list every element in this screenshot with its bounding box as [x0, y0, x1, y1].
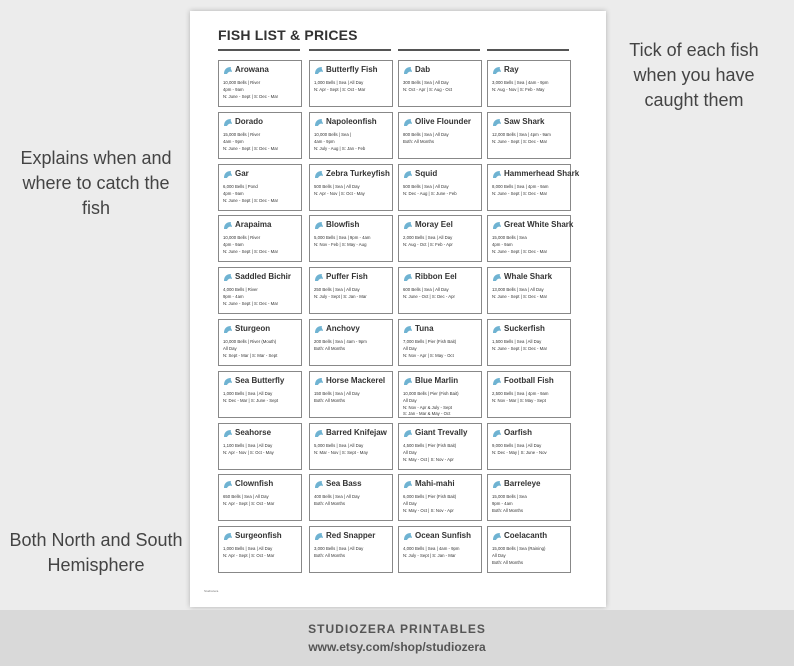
fish-detail: 5,000 Bells | Sea | 9pm - 4am	[314, 235, 371, 241]
fish-name: Arowana	[235, 65, 269, 74]
fish-detail: 3,000 Bells | Sea | All Day	[314, 546, 364, 552]
fish-icon	[223, 325, 233, 334]
fish-detail: 10,000 Bells | Sea |	[314, 131, 352, 137]
fish-card[interactable]	[218, 423, 302, 470]
fish-icon	[223, 66, 233, 75]
fish-card[interactable]	[218, 319, 302, 366]
fish-name: Olive Flounder	[415, 116, 472, 126]
fish-detail: All Day	[403, 397, 417, 403]
fish-detail: Both: All Months	[492, 560, 524, 566]
fish-detail: N: June - Sept | S: Dec - Mar	[492, 190, 548, 196]
fish-name: Moray Eel	[415, 220, 453, 230]
fish-card[interactable]	[487, 164, 580, 211]
fish-card[interactable]	[398, 474, 482, 521]
fish-icon	[314, 170, 324, 179]
fish-detail: 8,000 Bells | Sea | 4pm - 9am	[492, 183, 549, 189]
fish-card[interactable]	[398, 319, 482, 366]
fish-card[interactable]	[218, 474, 302, 521]
fish-detail: N: Apr - Sept | S: Oct - Mar	[314, 87, 366, 92]
fish-card[interactable]	[487, 423, 571, 470]
fish-detail: N: June - Sept | S: Dec - Mar	[223, 94, 279, 99]
fish-card[interactable]	[487, 371, 571, 418]
fish-name: Squid	[415, 168, 438, 178]
fish-detail: 10,000 Bells | River (Mouth)	[223, 339, 277, 344]
fish-detail: 15,000 Bells | Sea	[492, 235, 527, 241]
fish-card[interactable]	[218, 526, 302, 573]
fish-detail: 1,500 Bells | Sea | All Day	[492, 339, 542, 344]
fish-detail: 600 Bells | Sea | All Day	[403, 287, 449, 293]
brand-banner	[0, 610, 794, 666]
fish-name: Suckerfish	[504, 324, 545, 333]
fish-card[interactable]	[487, 526, 571, 573]
fish-name: Coelacanth	[504, 531, 548, 541]
fish-name: Ocean Sunfish	[415, 531, 472, 541]
fish-detail: N: July - Sept | S: Jan - Mar	[314, 294, 367, 300]
fish-detail: N: Dec - May | S: June - Nov	[492, 449, 547, 455]
fish-detail: 15,000 Bells | River	[223, 131, 261, 137]
fish-icon	[314, 377, 324, 386]
fish-detail: N: Aug - Nov | S: Feb - May	[492, 87, 545, 92]
fish-icon	[223, 377, 233, 386]
fish-card[interactable]	[218, 371, 302, 418]
fish-detail: N: June - Sept | S: Dec - Mar	[223, 301, 279, 307]
fish-card[interactable]	[309, 371, 393, 418]
fish-detail: N: June - Sept | S: Dec - Mar	[492, 138, 548, 144]
fish-icon	[403, 429, 413, 438]
fish-detail: N: May - Oct | S: Nov - Apr	[403, 456, 454, 462]
fish-card[interactable]	[398, 60, 482, 107]
sheet-footer: Studiozera	[204, 589, 219, 593]
fish-detail: 15,000 Bells | Sea (Raining)	[492, 546, 546, 552]
fish-detail: N: Nov - Feb | S: May - Aug	[314, 242, 367, 248]
fish-name: Mahi-mahi	[415, 479, 455, 489]
fish-card[interactable]	[218, 112, 302, 159]
fish-detail: All Day	[492, 553, 506, 559]
fish-name: Sea Bass	[326, 479, 362, 489]
fish-detail: 6,000 Bells | Pond	[223, 183, 258, 189]
fish-detail: N: June - Sept | S: Dec - Mar	[223, 249, 279, 255]
fish-detail: Both: All Months	[403, 138, 435, 144]
fish-icon	[492, 377, 502, 386]
fish-detail: 4am - 9pm	[314, 138, 335, 144]
fish-icon	[314, 532, 324, 541]
fish-name: Arapaima	[235, 220, 272, 230]
fish-detail: 9pm - 4am	[223, 294, 244, 300]
fish-detail: 1,000 Bells | Sea | All Day	[223, 546, 273, 552]
fish-detail: N: June - Sept | S: Dec - Mar	[492, 294, 548, 300]
fish-detail: 2,500 Bells | Sea | 4pm - 9am	[492, 390, 549, 396]
fish-icon	[492, 429, 502, 438]
fish-card[interactable]	[218, 215, 302, 262]
fish-icon	[403, 273, 413, 282]
fish-card[interactable]	[398, 112, 482, 159]
fish-card[interactable]	[309, 215, 393, 262]
fish-detail: All Day	[223, 346, 237, 351]
fish-card[interactable]	[487, 215, 574, 262]
fish-detail: Both: All Months	[314, 501, 346, 507]
annotation-when-where: Explains when and where to catch the fish	[20, 148, 172, 218]
fish-icon	[403, 480, 413, 489]
fish-detail: 1,000 Bells | Sea | All Day	[314, 80, 364, 85]
fish-card[interactable]	[218, 267, 302, 314]
fish-name: Saddled Bichir	[235, 272, 292, 282]
column-rule	[487, 49, 569, 51]
fish-icon	[314, 221, 324, 230]
fish-icon	[314, 429, 324, 438]
fish-icon	[223, 170, 233, 179]
fish-detail: 4,000 Bells | Sea | 4am - 9pm	[403, 546, 460, 552]
fish-icon	[403, 221, 413, 230]
fish-icon	[403, 532, 413, 541]
fish-icon	[314, 325, 324, 334]
fish-icon	[492, 66, 502, 75]
fish-detail: 1,100 Bells | Sea | All Day	[223, 442, 273, 448]
fish-name: Great White Shark	[504, 220, 574, 230]
fish-card[interactable]	[309, 164, 393, 211]
fish-detail: Both: All Months	[314, 553, 346, 559]
fish-detail: N: Apr - Nov | S: Oct - May	[314, 190, 365, 196]
fish-detail: 6,000 Bells | Pier (Fish Bait)	[403, 494, 457, 500]
fish-detail: N: Aug - Oct | S: Feb - Apr	[403, 242, 453, 248]
fish-detail: 15,000 Bells | Sea	[492, 494, 527, 500]
fish-name: Horse Mackerel	[326, 375, 386, 385]
fish-icon	[223, 221, 233, 230]
fish-detail: 800 Bells | Sea | All Day	[403, 131, 449, 137]
fish-card[interactable]	[487, 112, 571, 159]
fish-icon	[403, 118, 413, 127]
fish-name: Barred Knifejaw	[326, 427, 387, 437]
fish-card[interactable]	[487, 60, 571, 107]
fish-detail: 3,000 Bells | Sea | 4am - 9pm	[492, 80, 549, 85]
fish-card[interactable]	[398, 267, 482, 314]
fish-icon	[492, 532, 502, 541]
fish-detail: N: Mar - Nov | S: Sept - May	[314, 449, 368, 455]
fish-detail: 4pm - 9am	[223, 87, 244, 92]
fish-icon	[492, 480, 502, 489]
fish-icon	[223, 429, 233, 438]
shop-link[interactable]: www.etsy.com/shop/studiozera	[308, 640, 486, 654]
fish-icon	[492, 221, 502, 230]
fish-icon	[492, 170, 502, 179]
fish-detail: 13,000 Bells | Sea | All Day	[492, 287, 544, 293]
fish-card[interactable]	[398, 215, 482, 262]
fish-card[interactable]	[309, 112, 393, 159]
fish-detail: 10,000 Bells | Pier (Fish Bait)	[403, 390, 459, 396]
fish-detail: 10,000 Bells | River	[223, 80, 261, 85]
fish-icon	[223, 480, 233, 489]
fish-name: Dorado	[235, 116, 263, 126]
fish-detail: N: Nov - Apr | S: May - Oct	[403, 353, 454, 358]
fish-detail: 4am - 9pm	[223, 138, 244, 144]
fish-detail: N: Apr - Sept | S: Oct - Mar	[223, 553, 275, 559]
fish-icon	[314, 480, 324, 489]
fish-detail: Both: All Months	[492, 508, 524, 514]
fish-name: Napoleonfish	[326, 116, 377, 126]
fish-detail: 9pm - 4am	[492, 501, 513, 507]
fish-card[interactable]	[398, 164, 482, 211]
fish-icon	[223, 532, 233, 541]
fish-name: Oarfish	[504, 427, 533, 437]
fish-detail: 4pm - 9am	[492, 242, 513, 248]
fish-icon	[403, 377, 413, 386]
fish-detail: N: Apr - Nov | S: Oct - May	[223, 449, 274, 455]
fish-detail: 12,000 Bells | Sea | 4pm - 9am	[492, 131, 551, 137]
fish-detail: All Day	[403, 449, 417, 455]
fish-icon	[492, 325, 502, 334]
fish-name: Giant Trevally	[415, 427, 468, 437]
fish-detail: 5,000 Bells | Sea | All Day	[314, 442, 364, 448]
fish-detail: N: July - Aug | S: Jan - Feb	[314, 145, 366, 151]
brand-name: STUDIOZERA PRINTABLES	[308, 622, 486, 636]
fish-card[interactable]	[309, 474, 393, 521]
fish-detail: N: Nov - Apr & July - Sept	[403, 404, 452, 410]
fish-detail: 4,500 Bells | Pier (Fish Bait)	[403, 442, 457, 448]
fish-card[interactable]	[398, 371, 482, 418]
fish-detail: 200 Bells | Sea | 4am - 9pm	[314, 339, 367, 344]
page-title: FISH LIST & PRICES	[218, 27, 358, 43]
fish-detail: All Day	[403, 501, 417, 507]
fish-icon	[223, 273, 233, 282]
fish-detail: N: Apr - Sept | S: Oct - Mar	[223, 501, 275, 507]
fish-detail: 300 Bells | Sea | All Day	[403, 80, 449, 85]
fish-card[interactable]	[309, 60, 393, 107]
fish-name: Red Snapper	[326, 531, 376, 541]
fish-card[interactable]	[309, 526, 393, 573]
fish-card[interactable]	[218, 164, 302, 211]
column-rule	[309, 49, 391, 51]
fish-name: Whale Shark	[504, 272, 553, 282]
fish-detail: 4pm - 9am	[223, 242, 244, 248]
fish-icon	[403, 325, 413, 334]
fish-detail: 9,000 Bells | Sea | All Day	[492, 442, 542, 448]
fish-card[interactable]	[309, 423, 393, 470]
annotation-tick-caught: Tick of each fish when you have caught them	[629, 40, 759, 110]
fish-detail: 650 Bells | Sea | All Day	[223, 494, 269, 500]
fish-detail: 7,000 Bells | Pier (Fish Bait)	[403, 339, 457, 344]
fish-detail: 400 Bells | Sea | All Day	[314, 494, 360, 500]
fish-detail: N: June - Sept | S: Dec - Mar	[492, 346, 548, 351]
fish-list-sheet	[190, 11, 606, 607]
fish-detail: 150 Bells | Sea | All Day	[314, 390, 360, 396]
fish-name: Dab	[415, 65, 431, 74]
fish-name: Tuna	[415, 324, 434, 333]
fish-icon	[492, 273, 502, 282]
fish-name: Anchovy	[326, 324, 360, 333]
fish-card[interactable]	[398, 423, 482, 470]
fish-detail: 500 Bells | Sea | All Day	[314, 183, 360, 189]
fish-card[interactable]	[218, 60, 302, 107]
fish-name: Clownfish	[235, 479, 274, 489]
fish-detail: N: June - Sept | S: Dec - Mar	[223, 145, 279, 151]
fish-detail: N: Sept - Mar | S: Mar - Sept	[223, 353, 278, 358]
fish-name: Ray	[504, 65, 519, 74]
fish-detail: S: Jan - Mar & May - Oct	[403, 410, 451, 416]
fish-name: Football Fish	[504, 375, 554, 385]
fish-name: Sea Butterfly	[235, 375, 285, 385]
fish-name: Puffer Fish	[326, 272, 368, 282]
fish-detail: N: June - Sept | S: Dec - Mar	[492, 249, 548, 255]
annotation-hemisphere: Both North and South Hemisphere	[9, 530, 183, 575]
column-rule	[218, 49, 300, 51]
fish-detail: Both: All Months	[314, 346, 346, 351]
fish-detail: N: June - Oct | S: Dec - Apr	[403, 294, 455, 300]
fish-card[interactable]	[487, 319, 571, 366]
fish-name: Sturgeon	[235, 324, 271, 333]
fish-card[interactable]	[487, 474, 571, 521]
fish-detail: 4pm - 9am	[223, 190, 244, 196]
fish-detail: All Day	[403, 346, 417, 351]
fish-detail: N: Nov - Mar | S: May - Sept	[492, 397, 546, 403]
fish-icon	[314, 273, 324, 282]
fish-name: Barreleye	[504, 479, 541, 489]
fish-detail: 2,000 Bells | Sea | All Day	[403, 235, 453, 241]
fish-name: Hammerhead Shark	[504, 168, 580, 178]
fish-detail: N: Dec - Mar | S: June - Sept	[223, 397, 279, 403]
fish-name: Saw Shark	[504, 116, 545, 126]
fish-detail: Both: All Months	[314, 397, 346, 403]
fish-detail: N: Dec - Aug | S: June - Feb	[403, 190, 457, 196]
fish-detail: N: July - Sept | S: Jan - Mar	[403, 553, 456, 559]
fish-detail: 500 Bells | Sea | All Day	[403, 183, 449, 189]
fish-card[interactable]	[398, 526, 482, 573]
fish-detail: 250 Bells | Sea | All Day	[314, 287, 360, 293]
fish-card[interactable]	[487, 267, 571, 314]
fish-detail: 10,000 Bells | River	[223, 235, 261, 241]
fish-icon	[492, 118, 502, 127]
fish-name: Gar	[235, 168, 249, 178]
fish-detail: 4,000 Bells | River	[223, 287, 258, 293]
fish-name: Zebra Turkeyfish	[326, 168, 390, 178]
fish-detail: 1,000 Bells | Sea | All Day	[223, 390, 273, 396]
fish-name: Butterfly Fish	[326, 65, 378, 74]
fish-icon	[223, 118, 233, 127]
fish-detail: N: June - Sept | S: Dec - Mar	[223, 197, 279, 203]
column-rule	[398, 49, 480, 51]
fish-icon	[403, 170, 413, 179]
fish-icon	[314, 118, 324, 127]
fish-name: Seahorse	[235, 427, 272, 437]
fish-icon	[403, 66, 413, 75]
fish-card[interactable]	[309, 319, 393, 366]
fish-name: Blue Marlin	[415, 375, 459, 385]
fish-detail: N: Oct - Apr | S: Aug - Oct	[403, 87, 453, 92]
fish-detail: N: May - Oct | S: Nov - Apr	[403, 508, 454, 514]
fish-icon	[314, 66, 324, 75]
fish-name: Ribbon Eel	[415, 272, 457, 282]
fish-name: Blowfish	[326, 220, 360, 230]
fish-card[interactable]	[309, 267, 393, 314]
fish-name: Surgeonfish	[235, 531, 282, 541]
